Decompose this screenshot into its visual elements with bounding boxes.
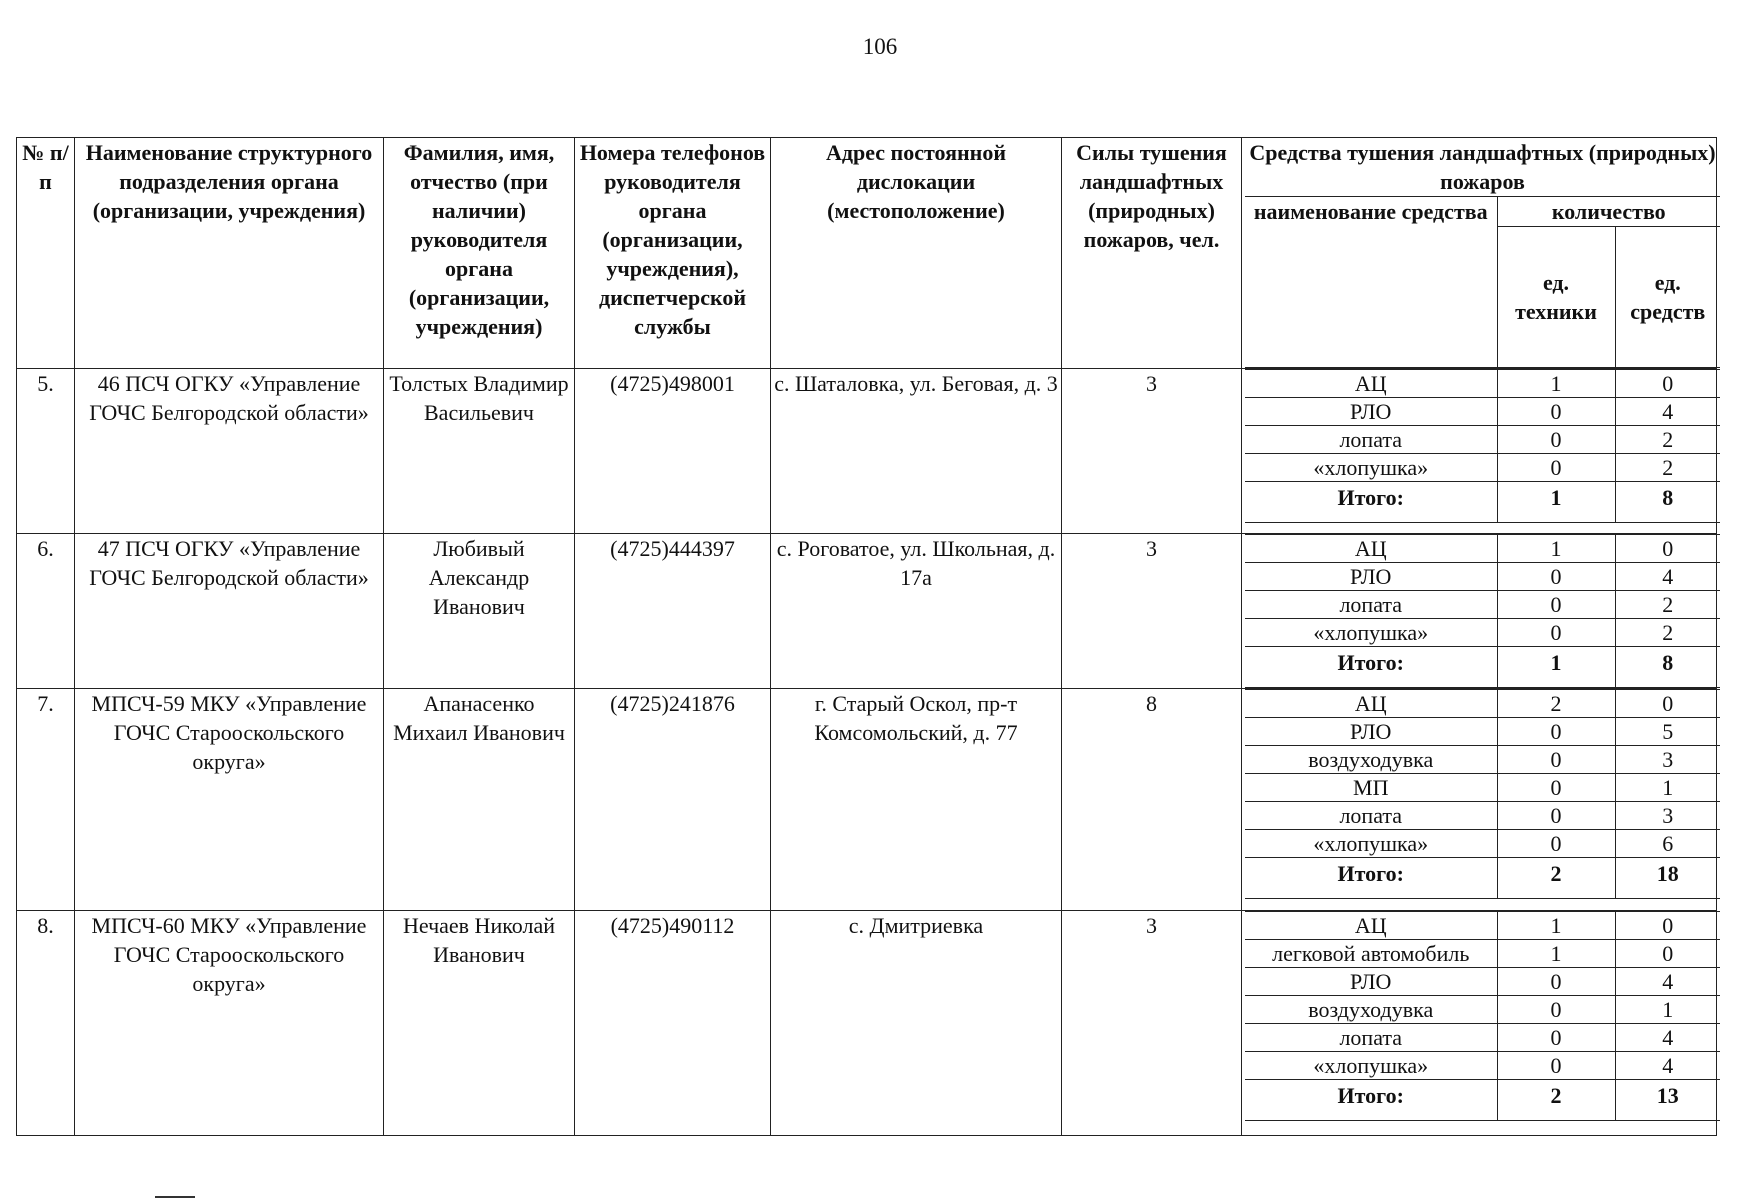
- equipment-tech: 0: [1497, 1024, 1615, 1052]
- row-num: 5.: [17, 369, 75, 534]
- equipment-means: 4: [1615, 1052, 1720, 1080]
- row-phone: (4725)444397: [575, 534, 771, 689]
- equipment-means: 2: [1615, 426, 1720, 454]
- equipment-name: МП: [1245, 774, 1497, 802]
- equipment-row: [1245, 968, 1720, 996]
- header-address: Адрес постоянной дислокации (местоположение): [771, 138, 1062, 369]
- header-unit: Наименование структурного подразделения органа (организации, учреждения): [75, 138, 384, 369]
- equipment-means: 1: [1615, 996, 1720, 1024]
- equipment-means: 0: [1615, 370, 1720, 398]
- equipment-cell: [1242, 369, 1717, 534]
- row-address: г. Старый Оскол, пр-т Комсомольский, д. 77: [771, 689, 1062, 911]
- table-row: [17, 369, 1717, 534]
- row-forces: 3: [1062, 369, 1242, 534]
- total-tech: 2: [1497, 858, 1615, 899]
- equipment-tech: 0: [1497, 830, 1615, 858]
- equipment-name: РЛО: [1245, 398, 1497, 426]
- equipment-total-row: [1245, 647, 1720, 688]
- equipment-tech: 0: [1497, 802, 1615, 830]
- equipment-name: «хлопушка»: [1245, 454, 1497, 482]
- equipment-means: 4: [1615, 563, 1720, 591]
- row-address: с. Роговатое, ул. Школьная, д. 17а: [771, 534, 1062, 689]
- total-means: 8: [1615, 482, 1720, 523]
- equipment-tech: 0: [1497, 774, 1615, 802]
- equipment-name: «хлопушка»: [1245, 830, 1497, 858]
- total-means: 13: [1615, 1080, 1720, 1121]
- equipment-tech: 0: [1497, 563, 1615, 591]
- equipment-means: 2: [1615, 619, 1720, 647]
- equipment-row: [1245, 912, 1720, 940]
- equipment-means: 1: [1615, 774, 1720, 802]
- equipment-tech: 0: [1497, 996, 1615, 1024]
- equipment-tech: 0: [1497, 746, 1615, 774]
- equipment-means: 6: [1615, 830, 1720, 858]
- total-tech: 1: [1497, 647, 1615, 688]
- equipment-cell: [1242, 689, 1717, 911]
- row-phone: (4725)498001: [575, 369, 771, 534]
- equipment-row: [1245, 591, 1720, 619]
- equipment-row: [1245, 830, 1720, 858]
- row-forces: 8: [1062, 689, 1242, 911]
- equipment-row: [1245, 940, 1720, 968]
- header-forces: Силы тушения ландшафтных (природных) пожаров, чел.: [1062, 138, 1242, 369]
- total-means: 8: [1615, 647, 1720, 688]
- equipment-name: РЛО: [1245, 563, 1497, 591]
- equipment-means: 0: [1615, 690, 1720, 718]
- header-num: № п/п: [17, 138, 75, 369]
- row-phone: (4725)490112: [575, 911, 771, 1136]
- equipment-tech: 0: [1497, 1052, 1615, 1080]
- total-tech: 1: [1497, 482, 1615, 523]
- row-head: Любивый Александр Иванович: [384, 534, 575, 689]
- equipment-row: [1245, 535, 1720, 563]
- row-num: 8.: [17, 911, 75, 1136]
- row-unit: МПСЧ-59 МКУ «Управление ГОЧС Старооскольского округа»: [75, 689, 384, 911]
- row-address: с. Дмитриевка: [771, 911, 1062, 1136]
- row-unit: 47 ПСЧ ОГКУ «Управление ГОЧС Белгородской области»: [75, 534, 384, 689]
- total-label: Итого:: [1245, 647, 1497, 688]
- row-head: Апанасенко Михаил Иванович: [384, 689, 575, 911]
- equipment-name: АЦ: [1245, 370, 1497, 398]
- equipment-tech: 1: [1497, 912, 1615, 940]
- table-row: [17, 689, 1717, 911]
- total-label: Итого:: [1245, 482, 1497, 523]
- equipment-means: 3: [1615, 802, 1720, 830]
- equipment-name: РЛО: [1245, 718, 1497, 746]
- header-units-means: ед. средств: [1615, 227, 1720, 368]
- equipment-row: [1245, 996, 1720, 1024]
- row-head: Нечаев Николай Иванович: [384, 911, 575, 1136]
- equipment-name: РЛО: [1245, 968, 1497, 996]
- equipment-name: воздуходувка: [1245, 746, 1497, 774]
- equipment-row: [1245, 563, 1720, 591]
- equipment-name: «хлопушка»: [1245, 619, 1497, 647]
- equipment-means: 0: [1615, 912, 1720, 940]
- row-address: с. Шаталовка, ул. Беговая, д. 3: [771, 369, 1062, 534]
- equipment-row: [1245, 1052, 1720, 1080]
- header-means-name: наименование средства: [1245, 197, 1497, 368]
- equipment-row: [1245, 454, 1720, 482]
- equipment-cell: [1242, 534, 1717, 689]
- header-row: [17, 138, 1717, 369]
- row-forces: 3: [1062, 911, 1242, 1136]
- equipment-means: 4: [1615, 398, 1720, 426]
- equipment-name: лопата: [1245, 1024, 1497, 1052]
- header-means: [1242, 138, 1717, 369]
- total-means: 18: [1615, 858, 1720, 899]
- equipment-means: 4: [1615, 968, 1720, 996]
- equipment-means: 4: [1615, 1024, 1720, 1052]
- equipment-tech: 0: [1497, 426, 1615, 454]
- equipment-tech: 0: [1497, 968, 1615, 996]
- equipment-tech: 1: [1497, 535, 1615, 563]
- equipment-row: [1245, 774, 1720, 802]
- equipment-means: 2: [1615, 591, 1720, 619]
- equipment-name: «хлопушка»: [1245, 1052, 1497, 1080]
- table-row: [17, 911, 1717, 1136]
- row-num: 7.: [17, 689, 75, 911]
- footer-mark: [155, 1196, 195, 1198]
- total-tech: 2: [1497, 1080, 1615, 1121]
- equipment-name: АЦ: [1245, 690, 1497, 718]
- equipment-tech: 0: [1497, 619, 1615, 647]
- header-head: Фамилия, имя, отчество (при наличии) руководителя органа (организации, учреждения): [384, 138, 575, 369]
- table-row: [17, 534, 1717, 689]
- header-means-title: Средства тушения ландшафтных (природных) пожаров: [1245, 138, 1720, 197]
- header-units-tech: ед. техники: [1497, 227, 1615, 368]
- row-head: Толстых Владимир Васильевич: [384, 369, 575, 534]
- equipment-name: лопата: [1245, 802, 1497, 830]
- equipment-name: лопата: [1245, 591, 1497, 619]
- equipment-total-row: [1245, 482, 1720, 523]
- equipment-tech: 0: [1497, 398, 1615, 426]
- equipment-tech: 1: [1497, 940, 1615, 968]
- equipment-row: [1245, 619, 1720, 647]
- equipment-tech: 0: [1497, 591, 1615, 619]
- equipment-row: [1245, 802, 1720, 830]
- equipment-name: легковой автомобиль: [1245, 940, 1497, 968]
- equipment-name: воздуходувка: [1245, 996, 1497, 1024]
- equipment-name: АЦ: [1245, 912, 1497, 940]
- row-num: 6.: [17, 534, 75, 689]
- equipment-name: АЦ: [1245, 535, 1497, 563]
- equipment-means: 2: [1615, 454, 1720, 482]
- equipment-tech: 0: [1497, 454, 1615, 482]
- fire-resources-table: [16, 137, 1717, 1136]
- equipment-tech: 2: [1497, 690, 1615, 718]
- equipment-row: [1245, 1024, 1720, 1052]
- equipment-total-row: [1245, 1080, 1720, 1121]
- equipment-means: 0: [1615, 535, 1720, 563]
- row-unit: МПСЧ-60 МКУ «Управление ГОЧС Старооскольского округа»: [75, 911, 384, 1136]
- total-label: Итого:: [1245, 1080, 1497, 1121]
- equipment-means: 3: [1615, 746, 1720, 774]
- header-phones: Номера телефонов руководителя органа (организации, учреждения), диспетчерской службы: [575, 138, 771, 369]
- equipment-means: 0: [1615, 940, 1720, 968]
- equipment-row: [1245, 426, 1720, 454]
- page-number: 106: [862, 34, 898, 59]
- equipment-row: [1245, 370, 1720, 398]
- equipment-row: [1245, 690, 1720, 718]
- equipment-tech: 0: [1497, 718, 1615, 746]
- equipment-row: [1245, 398, 1720, 426]
- equipment-row: [1245, 718, 1720, 746]
- row-phone: (4725)241876: [575, 689, 771, 911]
- header-quantity: количество: [1497, 197, 1720, 227]
- equipment-tech: 1: [1497, 370, 1615, 398]
- equipment-total-row: [1245, 858, 1720, 899]
- equipment-row: [1245, 746, 1720, 774]
- equipment-cell: [1242, 911, 1717, 1136]
- equipment-means: 5: [1615, 718, 1720, 746]
- row-forces: 3: [1062, 534, 1242, 689]
- total-label: Итого:: [1245, 858, 1497, 899]
- row-unit: 46 ПСЧ ОГКУ «Управление ГОЧС Белгородской области»: [75, 369, 384, 534]
- equipment-name: лопата: [1245, 426, 1497, 454]
